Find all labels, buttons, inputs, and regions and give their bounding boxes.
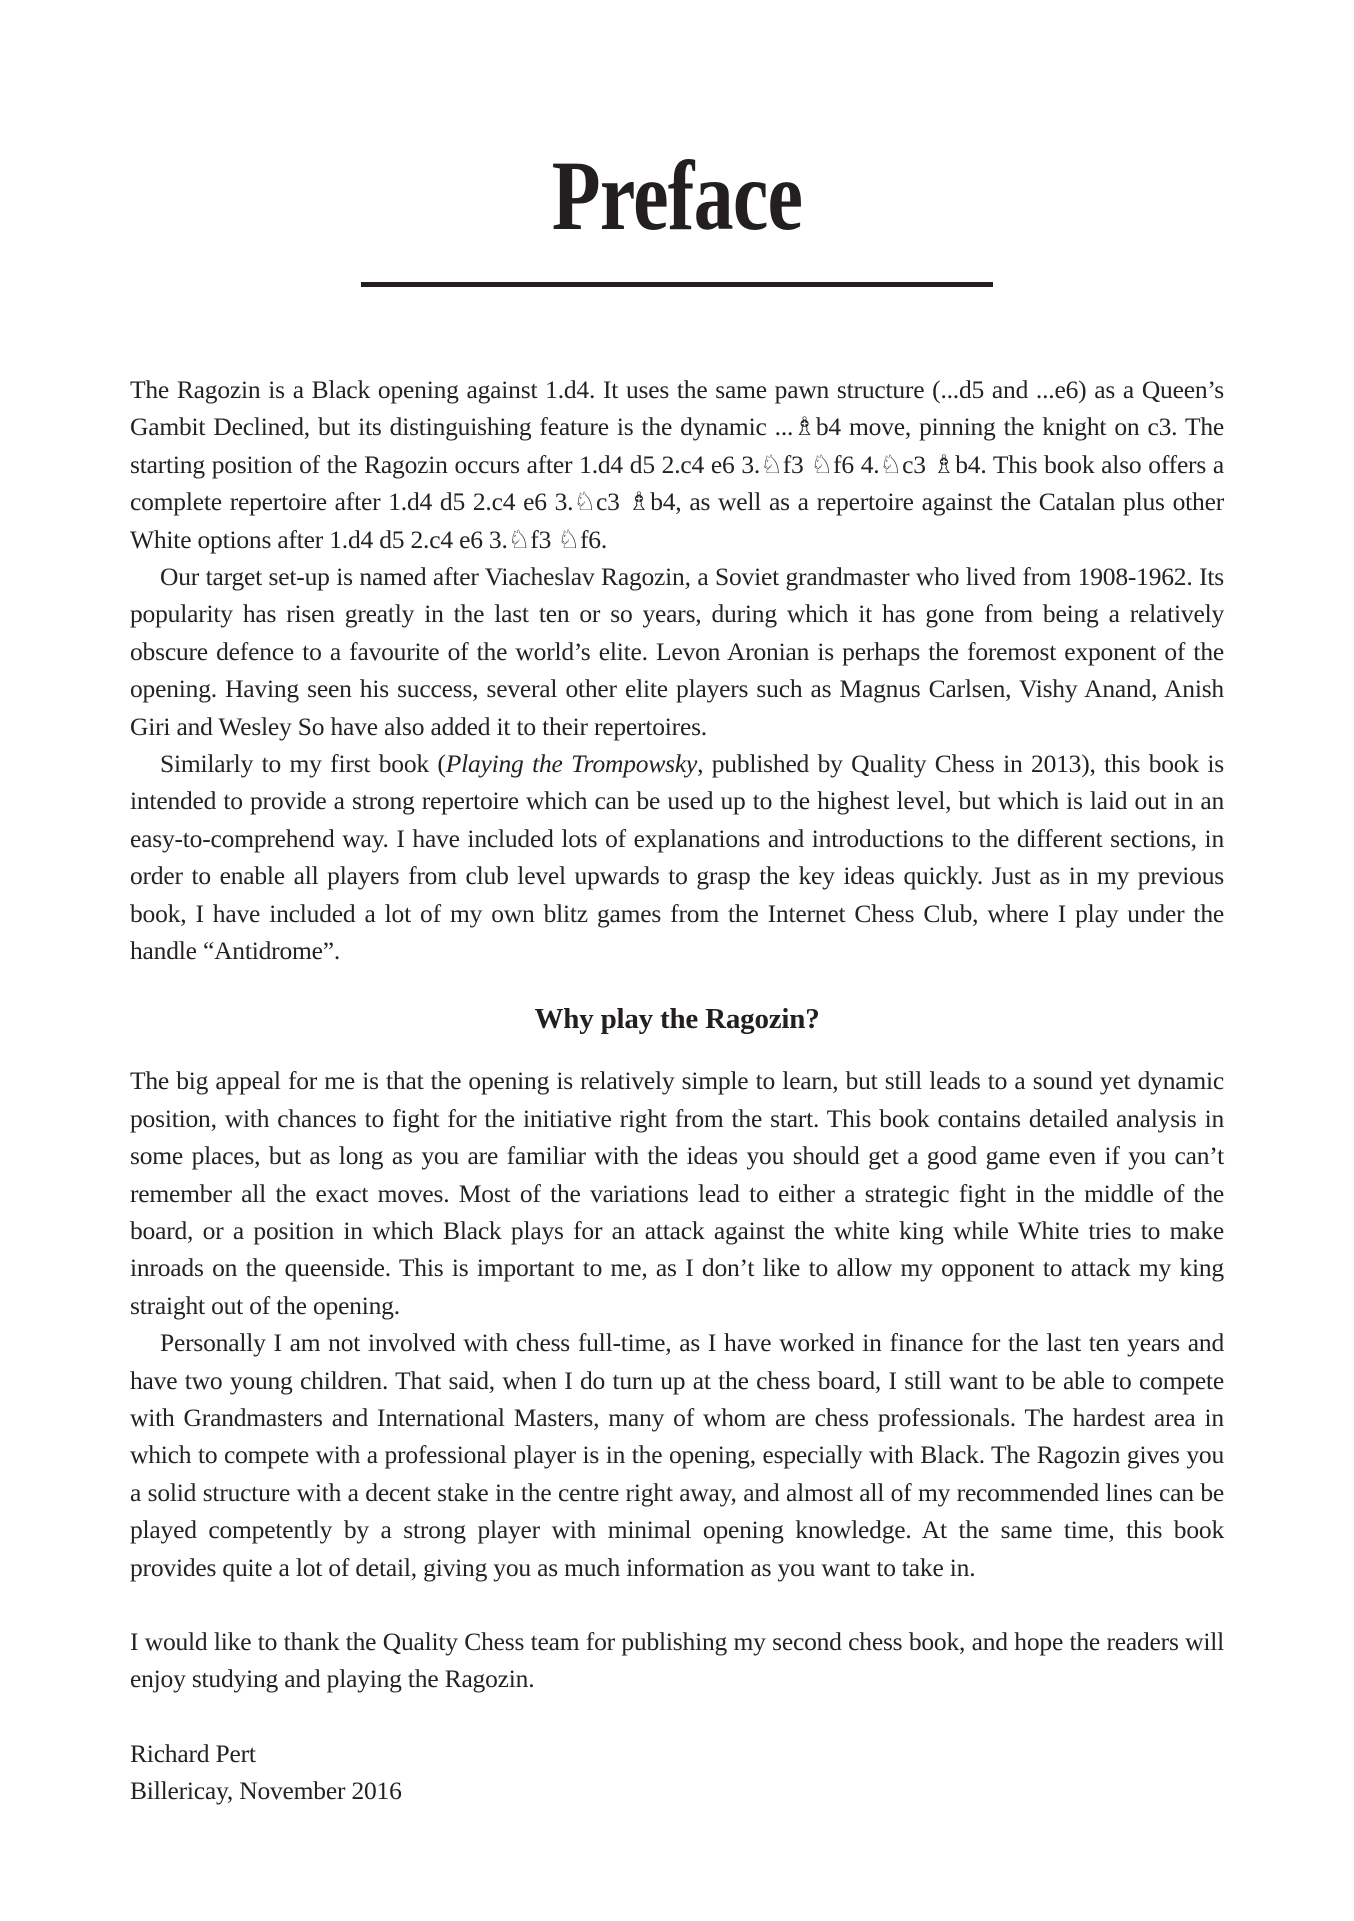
- paragraph: [130, 371, 1224, 558]
- paragraph: [130, 745, 1224, 969]
- signature-place-date: Billericay, November 2016: [130, 1776, 402, 1806]
- signature-block: [130, 1735, 1224, 1810]
- section-heading: Why play the Ragozin?: [534, 1002, 820, 1035]
- paragraph-text: Our target set-up is named after Viacheslav Ragozin, a Soviet grandmaster who lived from 1908-1962. Its popularity has risen greatly in the last ten or so years, during which it has gone from being a relatively obscure defence to a favourite of the world’s elite. Levon Aronian is perhaps the foremost exponent of the opening. Having seen his success, several other elite players such as Magnus Carlsen, Vishy Anand, Anish Giri and Wesley So have also added it to their repertoires.: [130, 562, 1224, 741]
- paragraph: [130, 558, 1224, 745]
- paragraph: [130, 1324, 1224, 1586]
- title-rule: [361, 282, 993, 287]
- closing-paragraph: [130, 1623, 1224, 1698]
- paragraph-text: , published by Quality Chess in 2013), this book is intended to provide a strong repertoire which can be used up to the highest level, but which is laid out in an easy-to-comprehend way. I have included lots of explanations and introductions to the different sections, in order to enable all players from club level upwards to grasp the key ideas quickly. Just as in my previous book, I have included a lot of my own blitz games from the Internet Chess Club, where I play under the handle “Antidrome”.: [130, 749, 1224, 966]
- intro-paragraphs: [130, 371, 1224, 970]
- paragraph: [130, 1623, 1224, 1698]
- book-title-italic: Playing the Trompowsky: [445, 749, 698, 779]
- signature-name: Richard Pert: [130, 1738, 256, 1768]
- paragraph: [130, 1062, 1224, 1324]
- page-title: Preface: [551, 140, 803, 251]
- paragraph-text: The big appeal for me is that the opening is relatively simple to learn, but still leads to a sound yet dynamic position, with chances to fight for the initiative right from the start. This book contains detailed analysis in some places, but as long as you are familiar with the ideas you should get a good game even if you can’t remember all the exact moves. Most of the variations lead to either a strategic fight in the middle of the board, or a position in which Black plays for an attack against the white king while White tries to make inroads on the queenside. This is important to me, as I don’t like to allow my opponent to attack my king straight out of the opening.: [130, 1066, 1224, 1320]
- section-paragraphs: [130, 1062, 1224, 1586]
- paragraph-text: I would like to thank the Quality Chess team for publishing my second chess book, and hope the readers will enjoy studying and playing the Ragozin.: [130, 1626, 1224, 1694]
- paragraph-text: The Ragozin is a Black opening against 1.d4. It uses the same pawn structure (...d5 and ...e6) as a Queen’s Gambit Declined, but its distinguishing feature is the dynamic ...♗b4 move, pinning the knight on c3. The starting position of the Ragozin occurs after 1.d4 d5 2.c4 e6 3.♘f3 ♘f6 4.♘c3 ♗b4. This book also offers a complete repertoire after 1.d4 d5 2.c4 e6 3.♘c3 ♗b4, as well as a repertoire against the Catalan plus other White options after 1.d4 d5 2.c4 e6 3.♘f3 ♘f6.: [130, 375, 1224, 554]
- paragraph-text: Similarly to my first book (: [160, 749, 446, 779]
- paragraph-text: Personally I am not involved with chess full-time, as I have worked in finance for the last ten years and have two young children. That said, when I do turn up at the chess board, I still want to be able to compete with Grandmasters and International Masters, many of whom are chess professionals. The hardest area in which to compete with a professional player is in the opening, especially with Black. The Ragozin gives you a solid structure with a decent stake in the centre right away, and almost all of my recommended lines can be played competently by a strong player with minimal opening knowledge. At the same time, this book provides quite a lot of detail, giving you as much information as you want to take in.: [130, 1328, 1224, 1582]
